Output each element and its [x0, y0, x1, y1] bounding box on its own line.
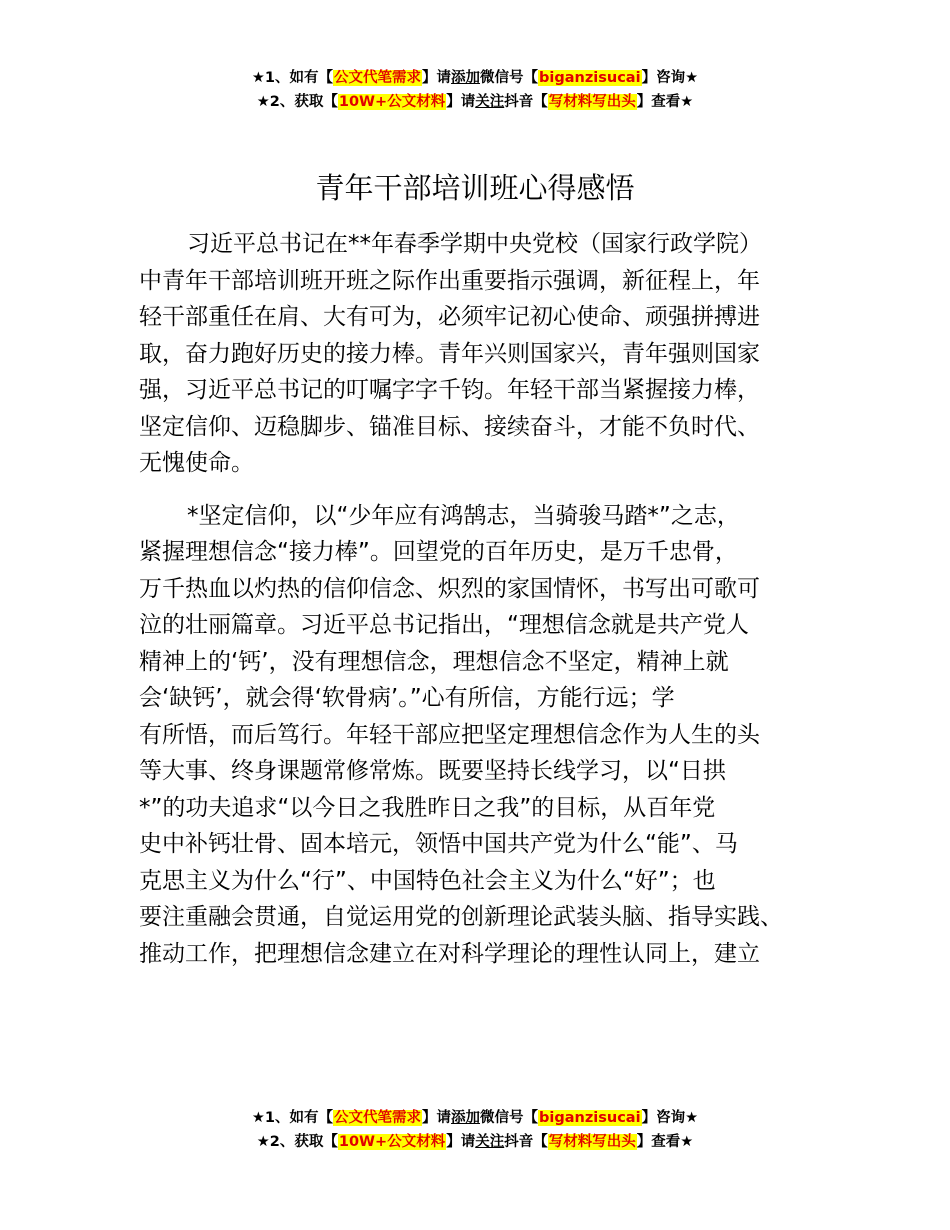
- banner-text: 】查看★: [636, 1134, 694, 1150]
- text-line: 推动工作，把理想信念建立在对科学理论的理性认同上，建立: [139, 940, 760, 967]
- banner-line-2: [0, 1130, 950, 1154]
- text-line: 要注重融会贯通，自觉运用党的创新理论武装头脑、指导实践、: [139, 904, 783, 930]
- text-line: 泣的壮丽篇章。习近平总书记指出，“理想信念就是共产党人: [139, 612, 749, 638]
- text-line: 取，奋力跑好历史的接力棒。青年兴则国家兴，青年强则国家: [139, 340, 760, 367]
- document-body: [139, 226, 829, 972]
- paragraph-2: [139, 498, 829, 973]
- text-line: 精神上的‘钙’，没有理想信念，理想信念不坚定，精神上就: [139, 648, 729, 675]
- banner-text: ★2、获取【: [256, 1134, 338, 1150]
- text-line: 克思主义为什么“行”、中国特色社会主义为什么“好”；也: [139, 867, 716, 894]
- page-title: 青年干部培训班心得感悟: [315, 171, 635, 205]
- underlined-add: 添加: [451, 70, 481, 86]
- highlight-douyin-account: 写材料写出头: [548, 1134, 636, 1150]
- banner-text: 抖音【: [504, 94, 548, 110]
- highlight-ghostwriting: 公文代笔需求: [334, 1110, 422, 1126]
- banner-text: 抖音【: [504, 1134, 548, 1150]
- banner-text: 】查看★: [636, 94, 694, 110]
- banner-text: 】请: [422, 1110, 452, 1126]
- highlight-materials: 10W+公文材料: [338, 94, 446, 110]
- underlined-follow: 关注: [475, 94, 505, 110]
- banner-text: 微信号【: [480, 70, 539, 86]
- banner-line-1: [0, 66, 950, 90]
- text-line: 习近平总书记在**年春季学期中央党校（国家行政学院）: [187, 231, 762, 257]
- highlight-ghostwriting: 公文代笔需求: [334, 70, 422, 86]
- text-line: 无愧使命。: [139, 450, 254, 476]
- banner-text: 】请: [446, 1134, 476, 1150]
- text-line: 史中补钙壮骨、固本培元，领悟中国共产党为什么“能”、马: [139, 831, 738, 857]
- text-line: 会‘缺钙’，就会得‘软骨病’。”心有所信，方能行远；学: [139, 685, 675, 711]
- text-line: 万千热血以灼热的信仰信念、炽烈的家国情怀，书写出可歌可: [139, 575, 760, 602]
- banner-text: ★2、获取【: [256, 94, 338, 110]
- text-line: 等大事、终身课题常修常炼。既要坚持长线学习，以“日拱: [139, 758, 726, 784]
- banner-text: 】咨询★: [641, 70, 699, 86]
- text-line: 有所悟，而后笃行。年轻干部应把坚定理想信念作为人生的头: [139, 721, 760, 748]
- highlight-wechat-id: biganzisucai: [539, 70, 641, 86]
- text-line: *”的功夫追求“以今日之我胜昨日之我”的目标，从百年党: [139, 794, 716, 821]
- text-line: 紧握理想信念“接力棒”。回望党的百年历史，是万千忠骨，: [139, 539, 738, 565]
- banner-text: 】咨询★: [641, 1110, 699, 1126]
- banner-line-1: [0, 1106, 950, 1130]
- text-line: *坚定信仰，以“少年应有鸿鹄志，当骑骏马踏*”之志，: [187, 502, 740, 529]
- banner-text: 】请: [446, 94, 476, 110]
- banner-text: 】请: [422, 70, 452, 86]
- highlight-materials: 10W+公文材料: [338, 1134, 446, 1150]
- underlined-follow: 关注: [475, 1134, 505, 1150]
- highlight-douyin-account: 写材料写出头: [548, 94, 636, 110]
- text-line: 强，习近平总书记的叮嘱字字千钧。年轻干部当紧握接力棒，: [139, 377, 760, 403]
- paragraph-1: [139, 226, 829, 482]
- banner-text: ★1、如有【: [251, 1110, 334, 1126]
- highlight-wechat-id: biganzisucai: [539, 1110, 641, 1126]
- banner-text: 微信号【: [480, 1110, 539, 1126]
- banner-line-2: [0, 90, 950, 114]
- top-banner: [0, 66, 950, 114]
- bottom-banner: [0, 1106, 950, 1154]
- text-line: 中青年干部培训班开班之际作出重要指示强调，新征程上，年: [139, 267, 760, 294]
- text-line: 坚定信仰、迈稳脚步、锚准目标、接续奋斗，才能不负时代、: [139, 413, 760, 440]
- underlined-add: 添加: [451, 1110, 481, 1126]
- banner-text: ★1、如有【: [251, 70, 334, 86]
- text-line: 轻干部重任在肩、大有可为，必须牢记初心使命、顽强拼搏进: [139, 304, 760, 330]
